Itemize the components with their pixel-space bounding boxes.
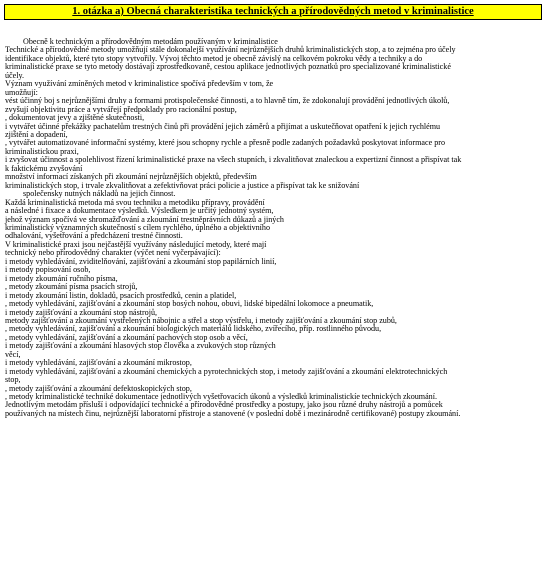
paragraph-line: odhalování, vyšetřování a předcházení trestné činnosti.	[5, 231, 183, 241]
paragraph-line: vést účinný boj s nejrůznějšími druhy a formami protispolečenské činnosti, a to hlavně tím, že zdokonalují provádění jednotlivých úkolů,	[5, 96, 450, 106]
paragraph-line: i metody vyhledávání, zajišťování a zkoumání chemických a pyrotechnických stop, i metody zajišťování a zkoumání elektrotechnických	[5, 366, 448, 376]
paragraph-line: umožňují:	[5, 87, 38, 97]
paragraph-line: zjištění a dopadení,	[5, 129, 68, 139]
paragraph-line: V kriminalistické praxi jsou nejčastější využívány následující metody, které mají	[5, 239, 267, 249]
paragraph-line: účely.	[5, 70, 25, 80]
paragraph-line: používaných na místech činu, nejrůznější laboratorní přístroje a stanovené (v poslední době i mezinárodně certifikované) postupy zkoumání.	[5, 408, 461, 418]
paragraph-line: i metody zajišťování a zkoumání stop nástrojů,	[5, 307, 158, 317]
paragraph-line: Obecně k technickým a přírodovědným metodám používaným v kriminalistice	[23, 37, 278, 46]
paragraph-line: i zvyšovat účinnost a spolehlivost řízení kriminalistické praxe na všech stupních, i zkvalitňovat znaleckou a expertizní činnost a přispívat tak	[5, 155, 462, 165]
paragraph-line: společensky nutných nákladů na jejich činnost.	[23, 189, 176, 199]
paragraph-line: identifikace objektů, které tyto stopy vytvořily. Vývoj těchto metod je obecně závislý na celkovém pokroku vědy a techniky a do	[5, 53, 423, 63]
paragraph-line: i metody zkoumání listin, dokladů, psacích prostředků, cenin a platidel,	[5, 290, 237, 300]
page-heading-text: 1. otázka a) Obecná charakteristika technických a přírodovědných metod v kriminalistice	[72, 6, 474, 17]
document-body	[5, 38, 549, 418]
paragraph-line: množství informací získaných při zkoumání nejrůznějších objektů, především	[5, 172, 257, 182]
paragraph-line: i vytvářet účinné překážky pachatelům trestných činů při provádění jejich záměrů a přijímat a uskutečňovat opatření k jejich rychlému	[5, 121, 441, 131]
paragraph-line: i metody popisování osob,	[5, 265, 91, 275]
paragraph-line: kriminalistické praxe se tyto metody dostávají zprostředkovaně, cestou aplikace jednotlivých poznatků pro specializované kriminalistické	[5, 62, 451, 72]
paragraph-line: i metody vyhledávání, zviditelňování, zajišťování a zkoumání stop papilárních linií,	[5, 256, 277, 266]
paragraph-line: Význam využívání zmíněných metod v kriminalistice spočívá především v tom, že	[5, 79, 274, 89]
paragraph-line: Jednotlivým metodám přísluší i odpovídající technické a přírodovědné prostředky a postupy, jako jsou různé druhy nástrojů a pomůcek	[5, 400, 443, 410]
paragraph-line: technický nebo přírodovědný charakter (výčet není vyčerpávající):	[5, 248, 221, 258]
paragraph-line: , dokumentovat jevy a zjištěné skutečnosti,	[5, 113, 145, 123]
paragraph-line: metody zajišťování a zkoumání vystřelených nábojnic a střel a stop výstřelu, i metody zajišťování a zkoumání stop zubů,	[5, 315, 397, 325]
paragraph-line: Technické a přírodovědné metody umožňují stále dokonalejší využívání nejrůznějších druhů kriminalistických stop, a to zejména pro účely	[5, 45, 456, 55]
paragraph-line: Každá kriminalistická metoda má svou techniku a metodiku přípravy, provádění	[5, 197, 265, 207]
paragraph-line: kriminalistických stop, i trvale zkvalitňovat a zefektivňovat práci policie a justice a přispívat tak ke snižování	[5, 180, 360, 190]
paragraph-line: a následné i fixace a dokumentace výsledků. Výsledkem je určitý jednotný systém,	[5, 206, 274, 216]
paragraph-line: , metody vyhledávání, zajišťování a zkoumání biologických materiálů lidského, zvířecího, příp. rostlinného původu,	[5, 324, 382, 334]
paragraph-line: kriminalistický významných skutečností s cílem rychlého, úplného a objektivního	[5, 222, 271, 232]
paragraph-line: , metody vyhledávání, zajišťování a zkoumání stop bosých nohou, obuvi, lidské bipedální lokomoce a pneumatik,	[5, 299, 374, 309]
paragraph-line: , vytvářet automatizované informační systémy, které jsou schopny rychle a přesně podle zadaných požadavků poskytovat informace pro	[5, 138, 445, 148]
paragraph-line: , metody zkoumání písma psacích strojů,	[5, 282, 138, 292]
page-heading	[4, 4, 542, 20]
paragraph-line: zvyšují objektivitu práce a vytvářejí předpoklady pro racionální postup,	[5, 104, 237, 114]
paragraph-line: věcí,	[5, 349, 21, 359]
paragraph-line: k faktickému zvyšování	[5, 163, 83, 173]
paragraph-line: i metody vyhledávání, zajišťování a zkoumání mikrostop,	[5, 358, 192, 368]
paragraph-line: , metody zajišťování a zkoumání defektoskopických stop,	[5, 383, 192, 393]
paragraph-line: i metody zkoumání ručního písma,	[5, 273, 118, 283]
paragraph-line: , metody kriminalistické techniké dokumentace jednotlivých vyšetřovacích úkonů a výsledků kriminalistickíe technických zkoumání.	[5, 392, 437, 402]
paragraph-line: i metody zajišťování a zkoumání hlasových stop člověka a zvukových stop různých	[5, 341, 276, 351]
paragraph-line: kriminalistickou praxi,	[5, 146, 79, 156]
paragraph-line: stop,	[5, 375, 21, 385]
paragraph-line: jehož význam spočívá ve shromažďování a zkoumání trestněprávních důkazů a jiných	[5, 214, 284, 224]
paragraph-line: , metody vyhledávání, zajišťování a zkoumání pachových stop osob a věcí,	[5, 332, 248, 342]
